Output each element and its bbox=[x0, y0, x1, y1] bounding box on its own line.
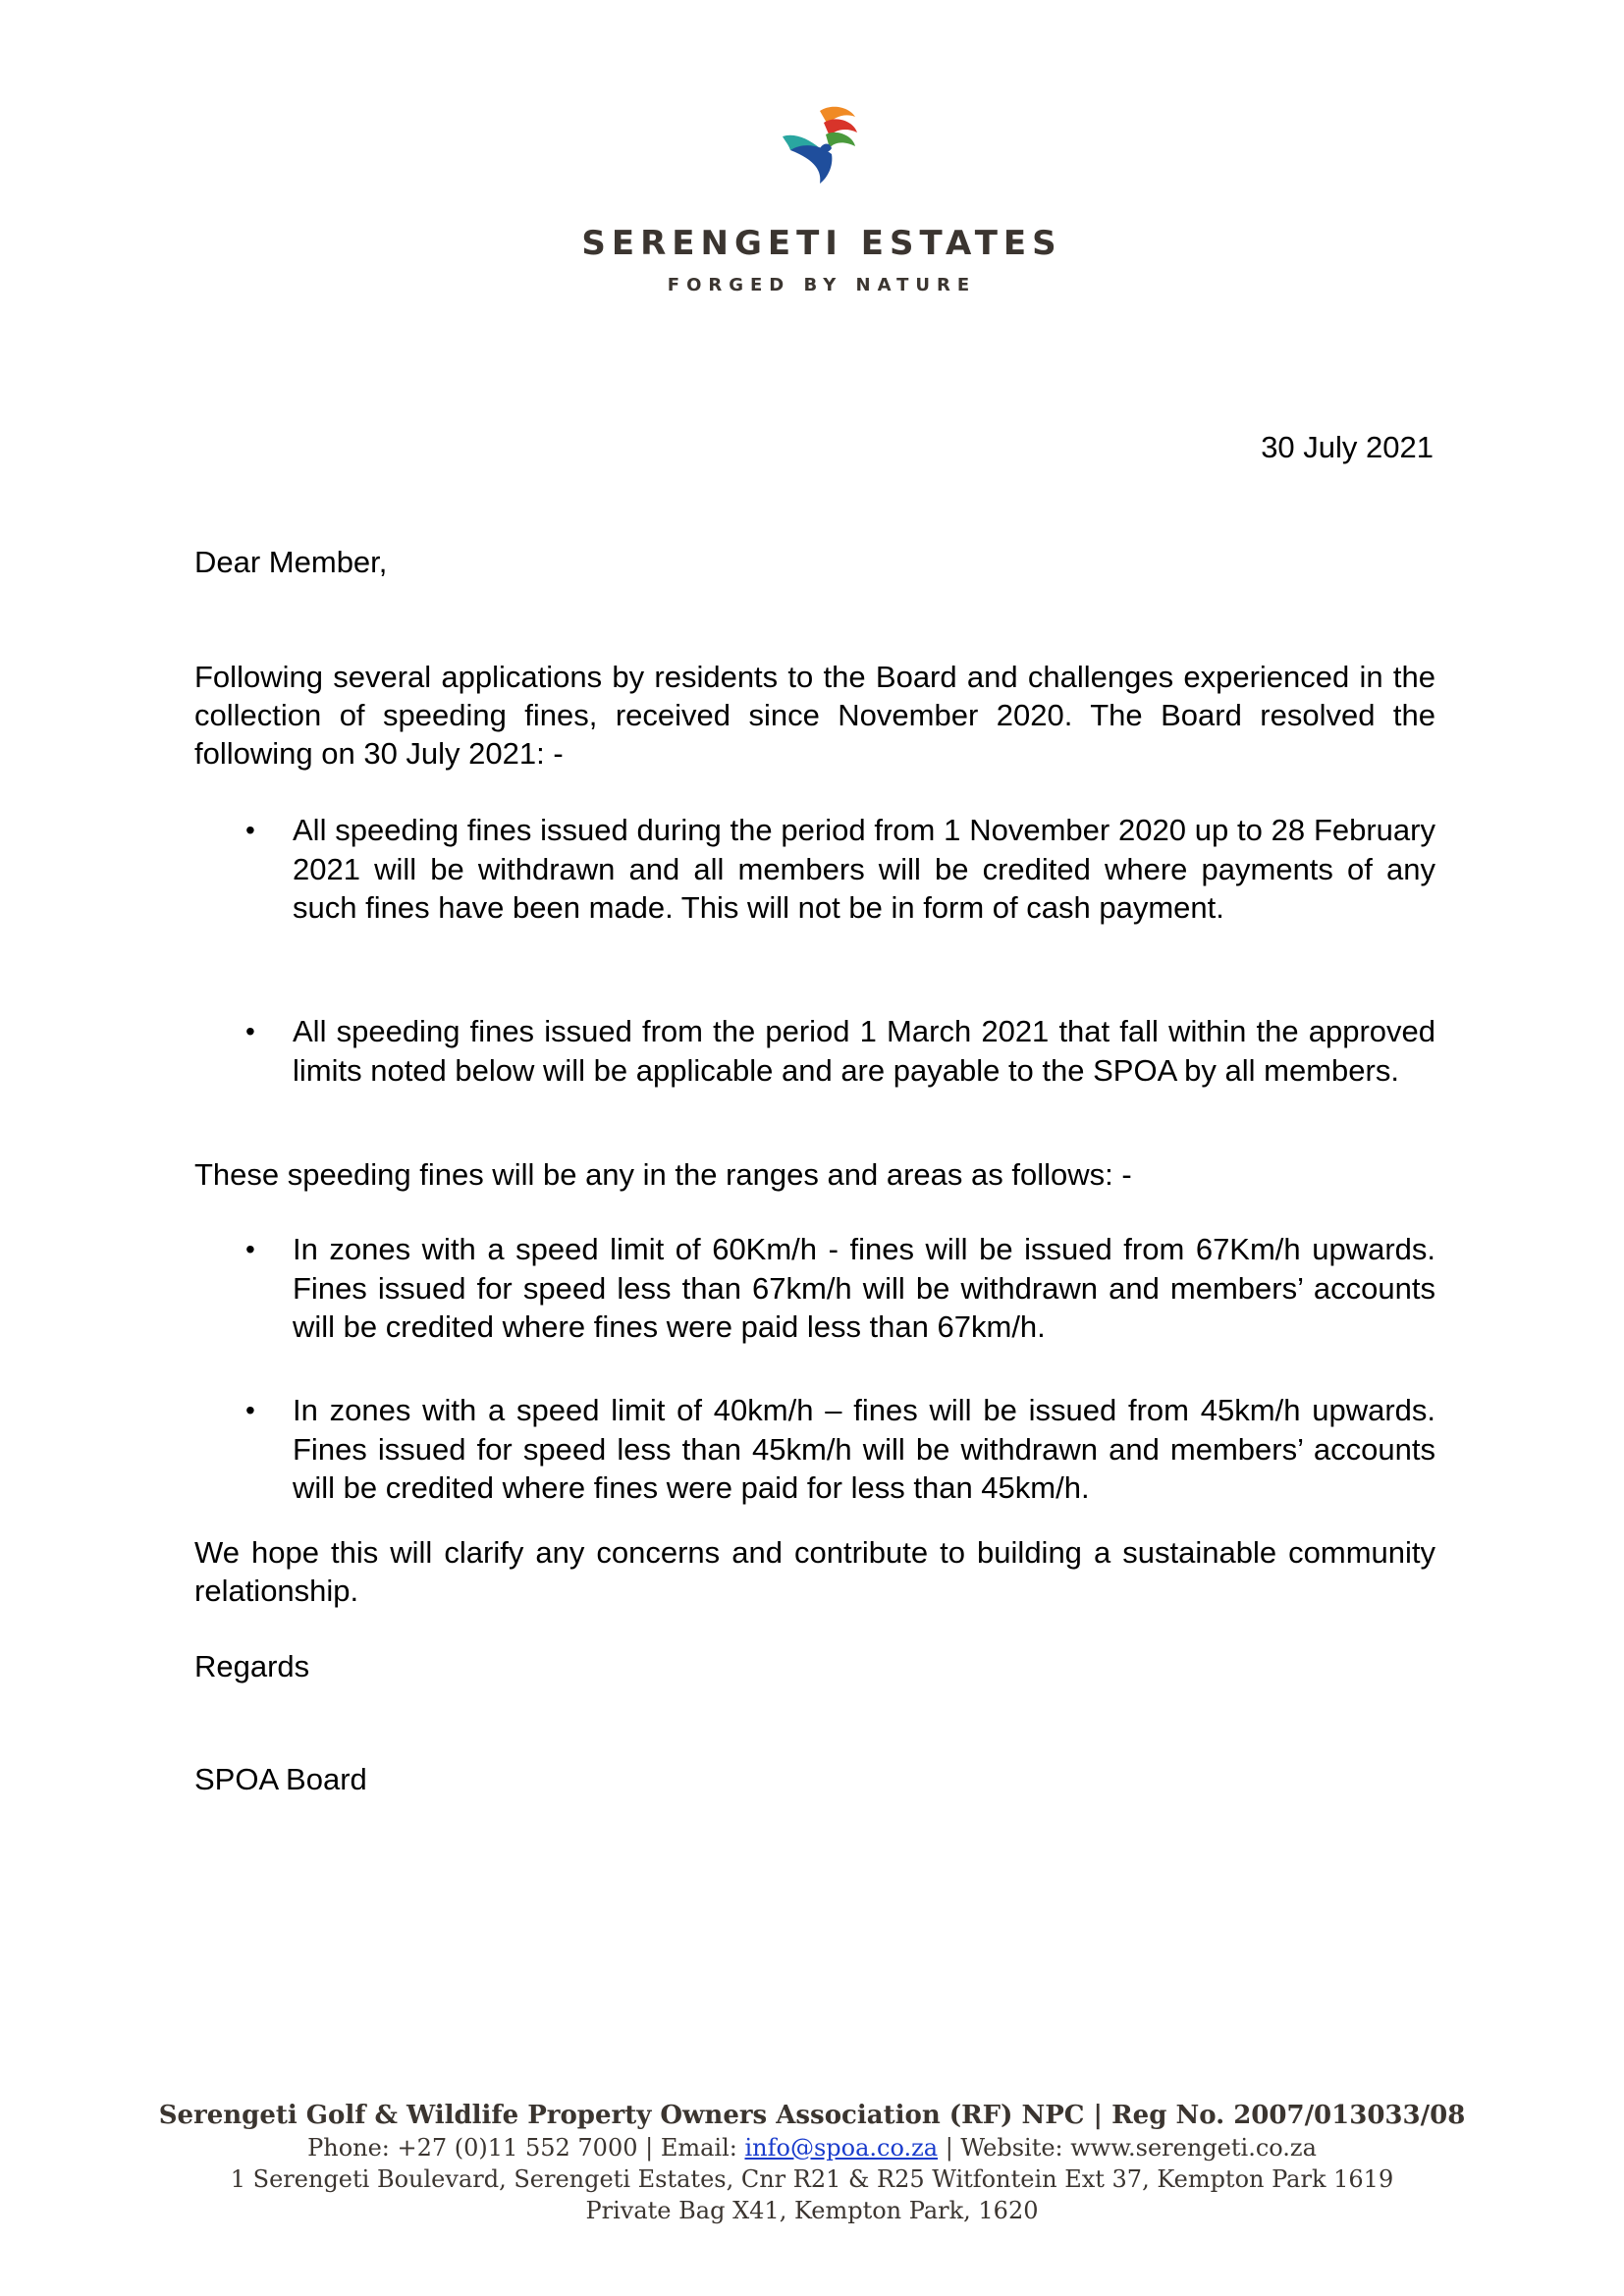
footer-email-link[interactable]: info@spoa.co.za bbox=[744, 2134, 939, 2162]
resolution-text: All speeding fines issued during the period from 1 November 2020 up to 28 February 2021 will be withdrawn and all members will be credited where payments of any such fines have been made. This will not be in form of cash payment. bbox=[293, 813, 1435, 925]
regards: Regards bbox=[194, 1649, 310, 1683]
letter-date: 30 July 2021 bbox=[1261, 430, 1434, 464]
resolution-text: All speeding fines issued from the period 1 March 2021 that fall within the approved limits noted below will be applicable and are payable to the SPOA by all members. bbox=[293, 1014, 1435, 1088]
resolution-item bbox=[194, 811, 1435, 928]
range-text: In zones with a speed limit of 40km/h – fines will be issued from 45km/h upwards. Fines issued for speed less than 45km/h will be withdrawn and members’ accounts will be credited where fines were paid for less than 45km/h. bbox=[293, 1393, 1435, 1505]
footer-postal: Private Bag X41, Kempton Park, 1620 bbox=[585, 2197, 1039, 2224]
footer-contact bbox=[0, 2134, 1624, 2162]
ranges-intro: These speeding fines will be any in the ranges and areas as follows: - bbox=[194, 1157, 1132, 1192]
footer-phone: Phone: +27 (0)11 552 7000 | Email: bbox=[307, 2134, 745, 2162]
resolution-item bbox=[194, 1012, 1435, 1090]
salutation: Dear Member, bbox=[194, 545, 388, 579]
bullet-icon: • bbox=[245, 1395, 255, 1425]
range-text: In zones with a speed limit of 60Km/h - fines will be issued from 67Km/h upwards. Fines issued for speed less than 67km/h will be withdrawn and members’ accounts will be credited where fines were paid less than 67km/h. bbox=[293, 1232, 1435, 1344]
bullet-icon: • bbox=[245, 1016, 255, 1046]
brand-tagline: FORGED BY NATURE bbox=[667, 275, 977, 295]
signature: SPOA Board bbox=[194, 1762, 367, 1796]
closing-paragraph: We hope this will clarify any concerns and contribute to building a sustainable community relationship. bbox=[194, 1535, 1435, 1608]
bird-flame-logo-icon bbox=[781, 103, 859, 186]
bullet-icon: • bbox=[245, 815, 255, 845]
footer-website: | Website: www.serengeti.co.za bbox=[938, 2134, 1317, 2162]
range-item bbox=[194, 1391, 1435, 1508]
bullet-icon: • bbox=[245, 1234, 255, 1264]
footer-association: Serengeti Golf & Wildlife Property Owners Association (RF) NPC | Reg No. 2007/013033/08 bbox=[158, 2101, 1466, 2130]
intro-paragraph: Following several applications by residents to the Board and challenges experienced in the collection of speeding fines, received since November 2020. The Board resolved the following on 30 July 2021: - bbox=[194, 660, 1435, 771]
range-item bbox=[194, 1230, 1435, 1347]
brand-name: SERENGETI ESTATES bbox=[581, 224, 1062, 263]
footer-address: 1 Serengeti Boulevard, Serengeti Estates, Cnr R21 & R25 Witfontein Ext 37, Kempton Park 1619 bbox=[230, 2165, 1394, 2193]
